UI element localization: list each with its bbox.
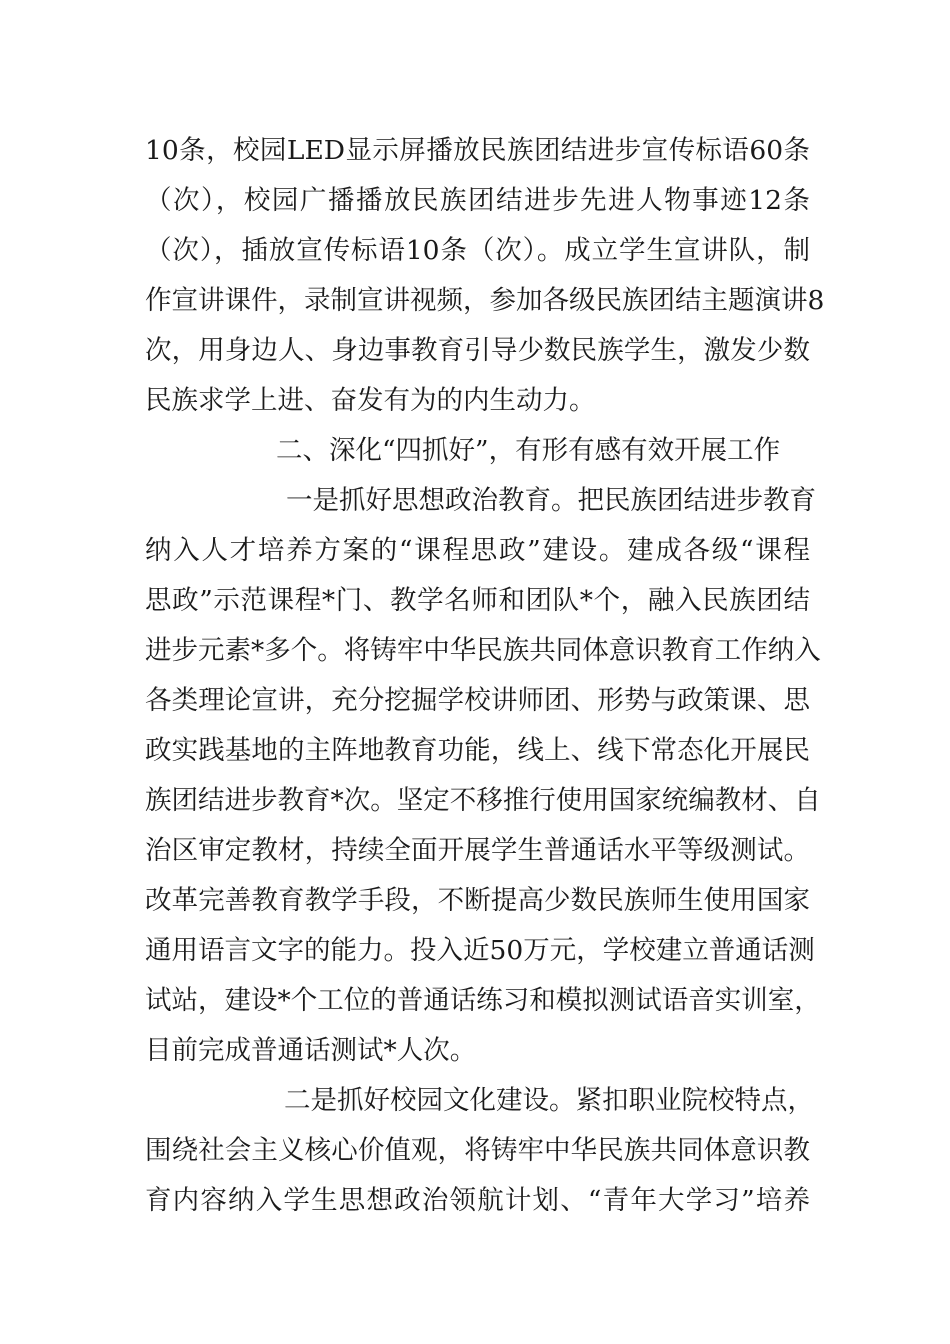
section-heading: 二、深化“四抓好”，有形有感有效开展工作 bbox=[276, 435, 781, 466]
text-line-22: 育内容纳入学生思想政治领航计划、“青年大学习”培养 bbox=[145, 1185, 810, 1216]
text-line-10: 思政”示范课程*门、教学名师和团队*个，融入民族团结 bbox=[145, 585, 810, 616]
text-line-9: 纳入人才培养方案的“课程思政”建设。建成各级“课程 bbox=[145, 535, 810, 566]
paragraph-1-first-line: 一是抓好思想政治教育。把民族团结进步教育 bbox=[286, 485, 816, 516]
text-line-4: 作宣讲课件，录制宣讲视频，参加各级民族团结主题演讲8 bbox=[145, 285, 825, 316]
text-line-19: 目前完成普通话测试*人次。 bbox=[145, 1035, 477, 1066]
text-line-3: （次），插放宣传标语10条（次）。成立学生宣讲队，制 bbox=[145, 235, 810, 266]
text-line-16: 改革完善教育教学手段，不断提高少数民族师生使用国家 bbox=[145, 885, 810, 916]
text-line-2: （次），校园广播播放民族团结进步先进人物事迹12条 bbox=[145, 185, 810, 216]
text-line-1: 10条，校园LED显示屏播放民族团结进步宣传标语60条 bbox=[145, 135, 810, 166]
text-line-13: 政实践基地的主阵地教育功能，线上、线下常态化开展民 bbox=[145, 735, 810, 766]
text-line-5: 次，用身边人、身边事教育引导少数民族学生，激发少数 bbox=[145, 335, 810, 366]
text-line-18: 试站，建设*个工位的普通话练习和模拟测试语音实训室， bbox=[145, 985, 821, 1016]
text-line-14: 族团结进步教育*次。坚定不移推行使用国家统编教材、自 bbox=[145, 785, 821, 816]
text-line-17: 通用语言文字的能力。投入近50万元，学校建立普通话测 bbox=[145, 935, 815, 966]
text-line-21: 围绕社会主义核心价值观，将铸牢中华民族共同体意识教 bbox=[145, 1135, 810, 1166]
text-line-6: 民族求学上进、奋发有为的内生动力。 bbox=[145, 385, 596, 416]
text-line-15: 治区审定教材，持续全面开展学生普通话水平等级测试。 bbox=[145, 835, 810, 866]
text-line-11: 进步元素*多个。将铸牢中华民族共同体意识教育工作纳入 bbox=[145, 635, 821, 666]
paragraph-2-first-line: 二是抓好校园文化建设。紧扣职业院校特点， bbox=[284, 1085, 814, 1116]
text-line-12: 各类理论宣讲，充分挖掘学校讲师团、形势与政策课、思 bbox=[145, 685, 810, 716]
